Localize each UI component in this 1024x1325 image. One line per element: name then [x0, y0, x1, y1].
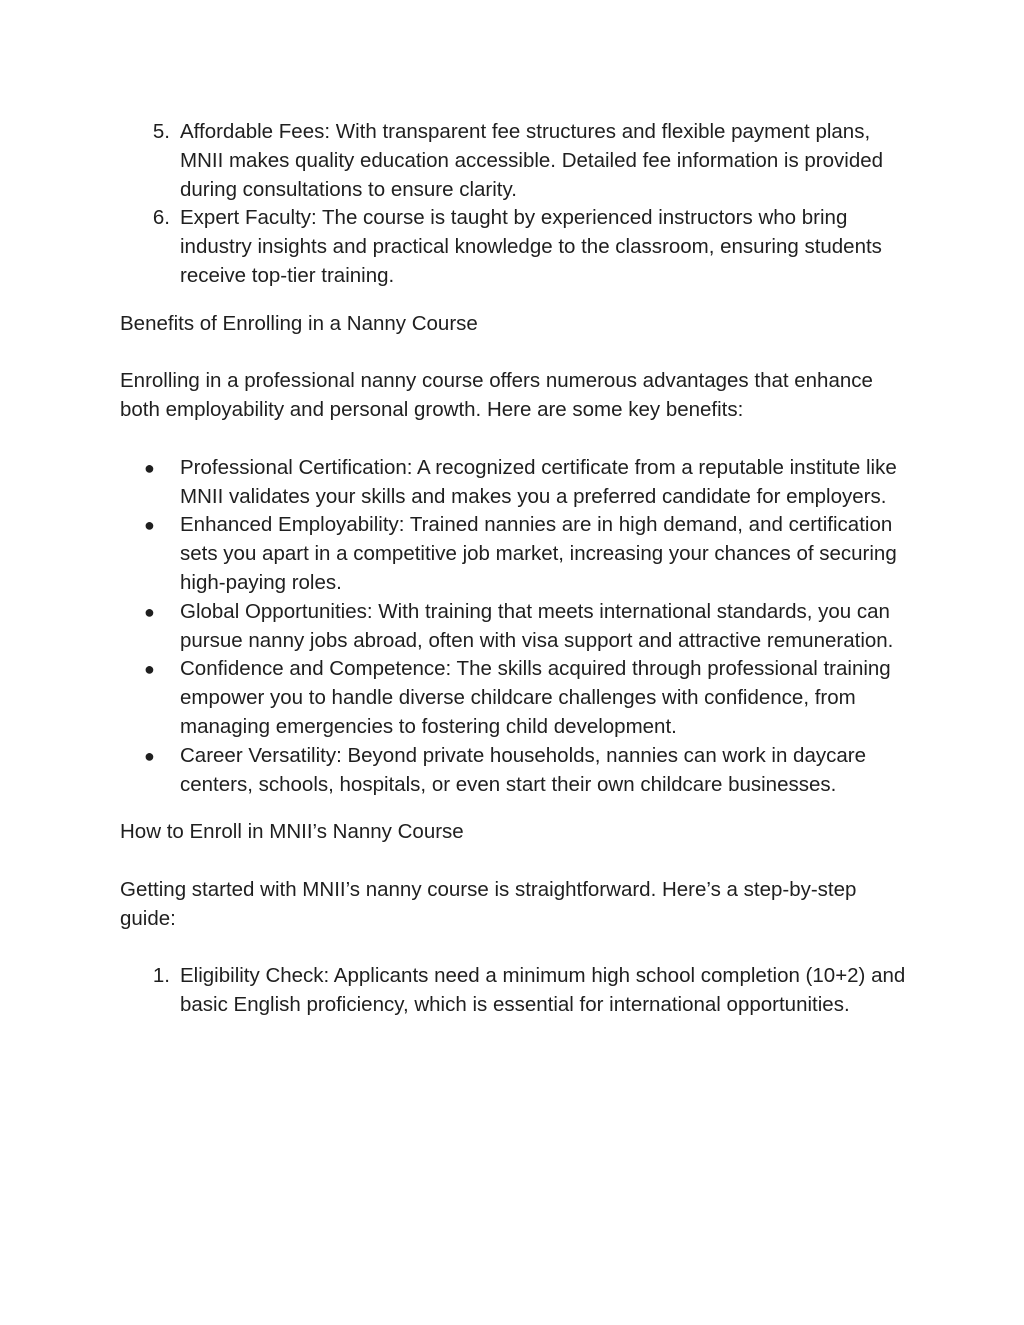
list-item [120, 962, 910, 1020]
section-heading-enroll: How to Enroll in MNII’s Nanny Course [120, 820, 464, 844]
bullet-icon: ● [144, 745, 155, 766]
list-item [120, 511, 910, 597]
bullet-icon: ● [144, 659, 155, 680]
section-heading-benefits: Benefits of Enrolling in a Nanny Course [120, 311, 478, 335]
list-item [120, 742, 910, 800]
numbered-list-features [120, 118, 910, 291]
list-item-text: Career Versatility: Beyond private households, nannies can work in daycare centers, schools, hospitals, or even start their own childcare businesses. [180, 743, 866, 796]
list-number: 5. [152, 120, 170, 143]
list-item [120, 598, 910, 656]
list-item [120, 204, 910, 290]
enroll-intro: Getting started with MNII’s nanny course is straightforward. Here’s a step-by-step guide: [120, 877, 857, 930]
list-item-text: Eligibility Check: Applicants need a minimum high school completion (10+2) and basic English proficiency, which is essential for international opportunities. [180, 964, 906, 1017]
list-number: 1. [152, 964, 170, 988]
numbered-list-steps [120, 962, 910, 1020]
bullet-icon: ● [144, 601, 155, 622]
list-item [120, 118, 910, 204]
list-item-text: Professional Certification: A recognized certificate from a reputable institute like MNII validates your skills and makes you a preferred candidate for employers. [180, 455, 897, 508]
bullet-icon: ● [144, 515, 155, 536]
list-item [120, 454, 910, 512]
list-item-text: Global Opportunities: With training that meets international standards, you can pursue nanny jobs abroad, often with visa support and attractive remuneration. [180, 599, 894, 652]
list-item-text: Confidence and Competence: The skills acquired through professional training empower you to handle diverse childcare challenges with confidence, from managing emergencies to fostering child development. [180, 657, 891, 738]
list-item [120, 655, 910, 741]
list-number: 6. [152, 206, 170, 230]
document-content [120, 118, 910, 1020]
list-item-text: Enhanced Employability: Trained nannies are in high demand, and certification sets you apart in a competitive job market, increasing your chances of securing high-paying roles. [180, 513, 897, 594]
list-item-text: Expert Faculty: The course is taught by experienced instructors who bring industry insights and practical knowledge to the classroom, ensuring students receive top-tier training. [180, 206, 882, 287]
bullet-list-benefits [120, 454, 910, 800]
list-item-text: Affordable Fees: With transparent fee structures and flexible payment plans, MNII makes quality education accessible. Detailed fee information is provided during consultations to ensure clarity. [180, 120, 884, 201]
benefits-intro: Enrolling in a professional nanny course offers numerous advantages that enhance both employability and personal growth. Here are some key benefits: [120, 369, 873, 422]
bullet-icon: ● [144, 457, 155, 478]
